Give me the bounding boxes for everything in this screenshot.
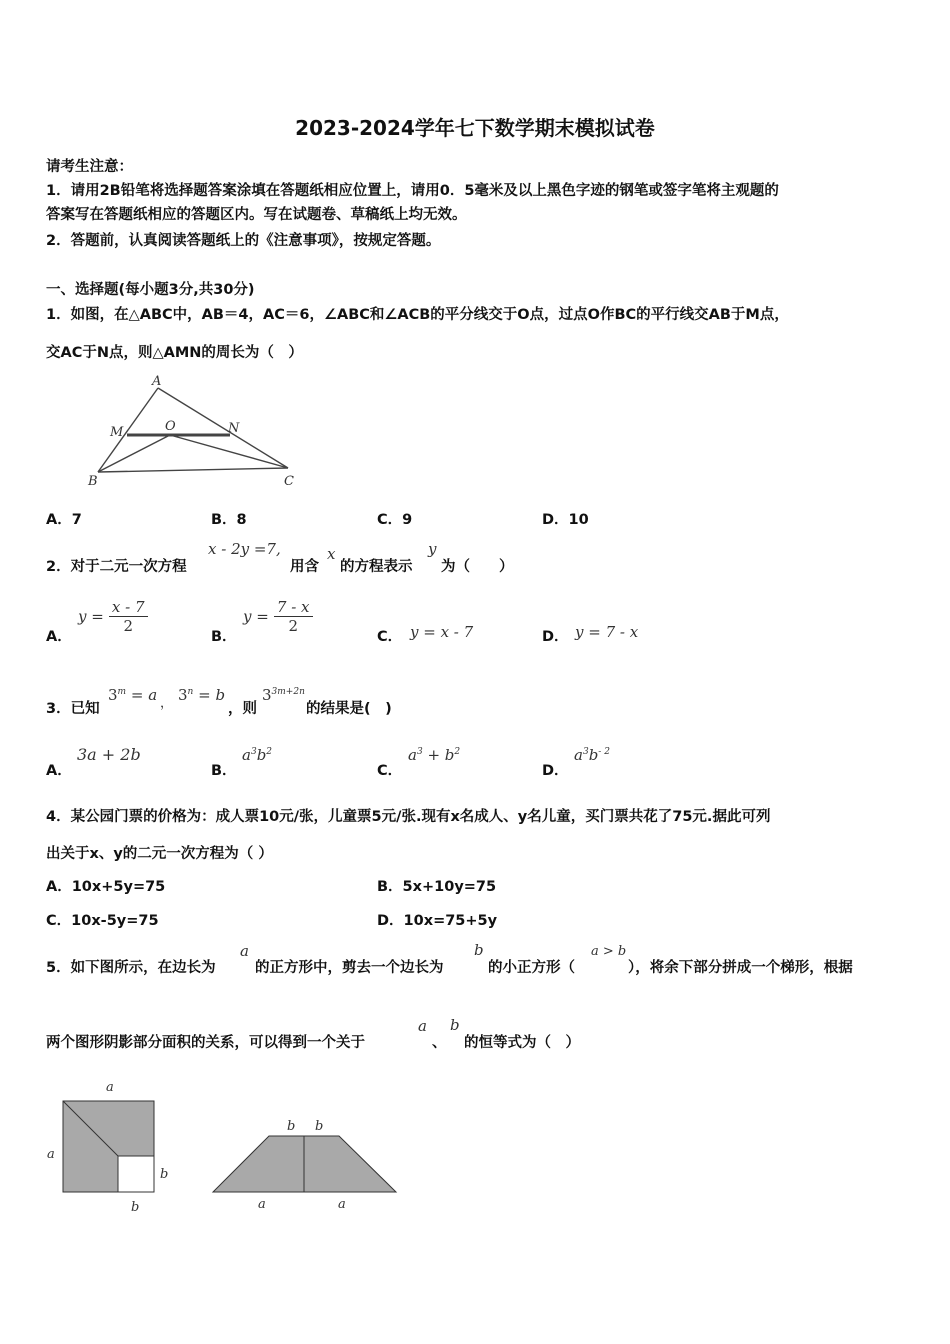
- q3-suffix: 的结果是( ): [306, 701, 392, 717]
- q4-option-a[interactable]: A．10x+5y=75: [46, 879, 166, 895]
- label-b: B: [88, 474, 98, 489]
- q3-given-2: $3^n = b$: [178, 686, 226, 704]
- q2-prefix: 2．对于二元一次方程: [46, 559, 187, 575]
- q2-var-x: x: [327, 545, 336, 563]
- q2-option-b-lhs: y =: [243, 607, 269, 626]
- notice-line-2: 2．答题前，认真阅读答题纸上的《注意事项》，按规定答题。: [46, 233, 441, 249]
- q5-var-a: a: [240, 942, 249, 960]
- q2-option-d[interactable]: y = 7 - x: [575, 623, 639, 641]
- q4-text-line1: 4．某公园门票的价格为：成人票10元/张，儿童票5元/张.现有x名成人、y名儿童，买门票共花了75元.据此可列: [46, 809, 771, 825]
- notice-heading: 请考生注意：: [46, 159, 133, 175]
- q2-option-b-denominator: 2: [288, 617, 298, 635]
- notice-line-1b: 答案写在答题纸相应的答题区内。写在试题卷、草稿纸上均无效。: [46, 207, 467, 223]
- q5-line2-sep: 、: [432, 1035, 447, 1051]
- trapezoid-label-top-b2: b: [315, 1119, 324, 1134]
- q1-option-a[interactable]: A．7: [46, 512, 82, 528]
- q1-option-d[interactable]: D．10: [542, 512, 589, 528]
- q3-option-c-label[interactable]: C．: [377, 763, 403, 779]
- q2-mid: 用含: [290, 559, 319, 575]
- q2-option-b-numerator: 7 - x: [274, 598, 313, 617]
- q3-option-b[interactable]: $a^3b^2$: [242, 746, 273, 764]
- q3-given-1: $3^m = a$: [108, 686, 158, 704]
- trapezoid-label-bottom-a2: a: [338, 1197, 346, 1212]
- side-ab: [98, 388, 158, 472]
- q3-comma: ，: [160, 696, 174, 711]
- q2-option-c[interactable]: y = x - 7: [410, 623, 474, 641]
- q2-option-a-fraction: [109, 598, 148, 635]
- q2-option-a-denominator: 2: [123, 617, 133, 635]
- q1-option-b[interactable]: B．8: [211, 512, 247, 528]
- q2-option-b-label[interactable]: B．: [211, 629, 237, 645]
- q5-trapezoid-figure: [205, 1110, 405, 1215]
- q3-prefix: 3．已知: [46, 701, 100, 717]
- q2-option-b[interactable]: [243, 598, 313, 635]
- q5-part-1: 5．如下图所示，在边长为: [46, 960, 216, 976]
- q5-var-b: b: [474, 941, 484, 959]
- label-c: C: [284, 474, 294, 489]
- q3-option-c[interactable]: $a^3 + b^2$: [408, 746, 461, 764]
- label-m: M: [110, 425, 124, 440]
- q2-mid2: 的方程表示: [340, 559, 413, 575]
- side-bc: [98, 468, 288, 472]
- q3-option-b-label[interactable]: B．: [211, 763, 237, 779]
- side-ac: [158, 388, 288, 468]
- q1-text-line2: 交AC于N点，则△AMN的周长为（ ）: [46, 345, 303, 361]
- q5-square-figure: [40, 1075, 180, 1220]
- q2-equation: x - 2y =7,: [208, 540, 281, 558]
- q2-var-y: y: [428, 540, 437, 558]
- q2-option-d-label[interactable]: D．: [542, 629, 569, 645]
- section-heading: 一、选择题(每小题3分,共30分): [46, 282, 255, 298]
- square-label-bottom-b: b: [131, 1200, 140, 1215]
- q4-option-b[interactable]: B．5x+10y=75: [377, 879, 497, 895]
- bisector-bo: [98, 435, 170, 472]
- q5-line2-part-a: 两个图形阴影部分面积的关系，可以得到一个关于: [46, 1035, 365, 1051]
- q5-part-4: ），将余下部分拼成一个梯形，根据: [628, 960, 853, 976]
- q3-option-d-label[interactable]: D．: [542, 763, 569, 779]
- q3-option-a-label[interactable]: A．: [46, 763, 72, 779]
- q1-option-c[interactable]: C．9: [377, 512, 413, 528]
- q5-line2-var-b: b: [450, 1016, 460, 1034]
- q2-option-a-numerator: x - 7: [109, 598, 148, 617]
- trapezoid-label-top-b1: b: [287, 1119, 296, 1134]
- q2-option-c-label[interactable]: C．: [377, 629, 403, 645]
- q2-option-a-lhs: y =: [78, 607, 104, 626]
- q3-target: $3^{3m+2n}$: [262, 686, 305, 704]
- page-title: 2023-2024学年七下数学期末模拟试卷: [295, 116, 655, 140]
- q2-option-b-fraction: [274, 598, 313, 635]
- q5-condition: a > b: [591, 944, 627, 959]
- q5-line2-part-b: 的恒等式为（ ）: [464, 1035, 580, 1051]
- label-a: A: [152, 374, 162, 389]
- square-label-left-a: a: [47, 1147, 55, 1162]
- q4-text-line2: 出关于x、y的二元一次方程为（ ）: [46, 846, 273, 862]
- q3-then: ，则: [228, 701, 257, 717]
- q5-part-3: 的小正方形（: [488, 960, 575, 976]
- q4-option-d[interactable]: D．10x=75+5y: [377, 913, 498, 929]
- notice-line-1: 1．请用2B铅笔将选择题答案涂填在答题纸相应位置上，请用0．5毫米及以上黑色字迹的钢笔或签字笔将主观题的: [46, 183, 779, 199]
- q1-triangle-figure: [80, 370, 310, 495]
- label-o: O: [165, 419, 176, 434]
- q1-text-line1: 1．如图，在△ABC中，AB＝4，AC＝6，∠ABC和∠ACB的平分线交于O点，过点O作BC的平行线交AB于M点，: [46, 307, 789, 323]
- label-n: N: [228, 421, 240, 436]
- q2-option-a-label[interactable]: A．: [46, 629, 72, 645]
- q4-option-c[interactable]: C．10x-5y=75: [46, 913, 159, 929]
- q5-part-2: 的正方形中，剪去一个边长为: [255, 960, 444, 976]
- q2-option-a[interactable]: [78, 598, 148, 635]
- small-square-cutout: [118, 1156, 154, 1192]
- square-label-top-a: a: [106, 1080, 114, 1095]
- q2-suffix: 为（ ）: [441, 559, 514, 575]
- q3-option-a[interactable]: 3a + 2b: [77, 745, 141, 764]
- square-label-right-b: b: [160, 1167, 169, 1182]
- bisector-co: [170, 435, 288, 468]
- q3-option-d[interactable]: $a^3b^{- 2}$: [574, 746, 610, 764]
- q5-line2-var-a: a: [418, 1017, 427, 1035]
- trapezoid-label-bottom-a1: a: [258, 1197, 266, 1212]
